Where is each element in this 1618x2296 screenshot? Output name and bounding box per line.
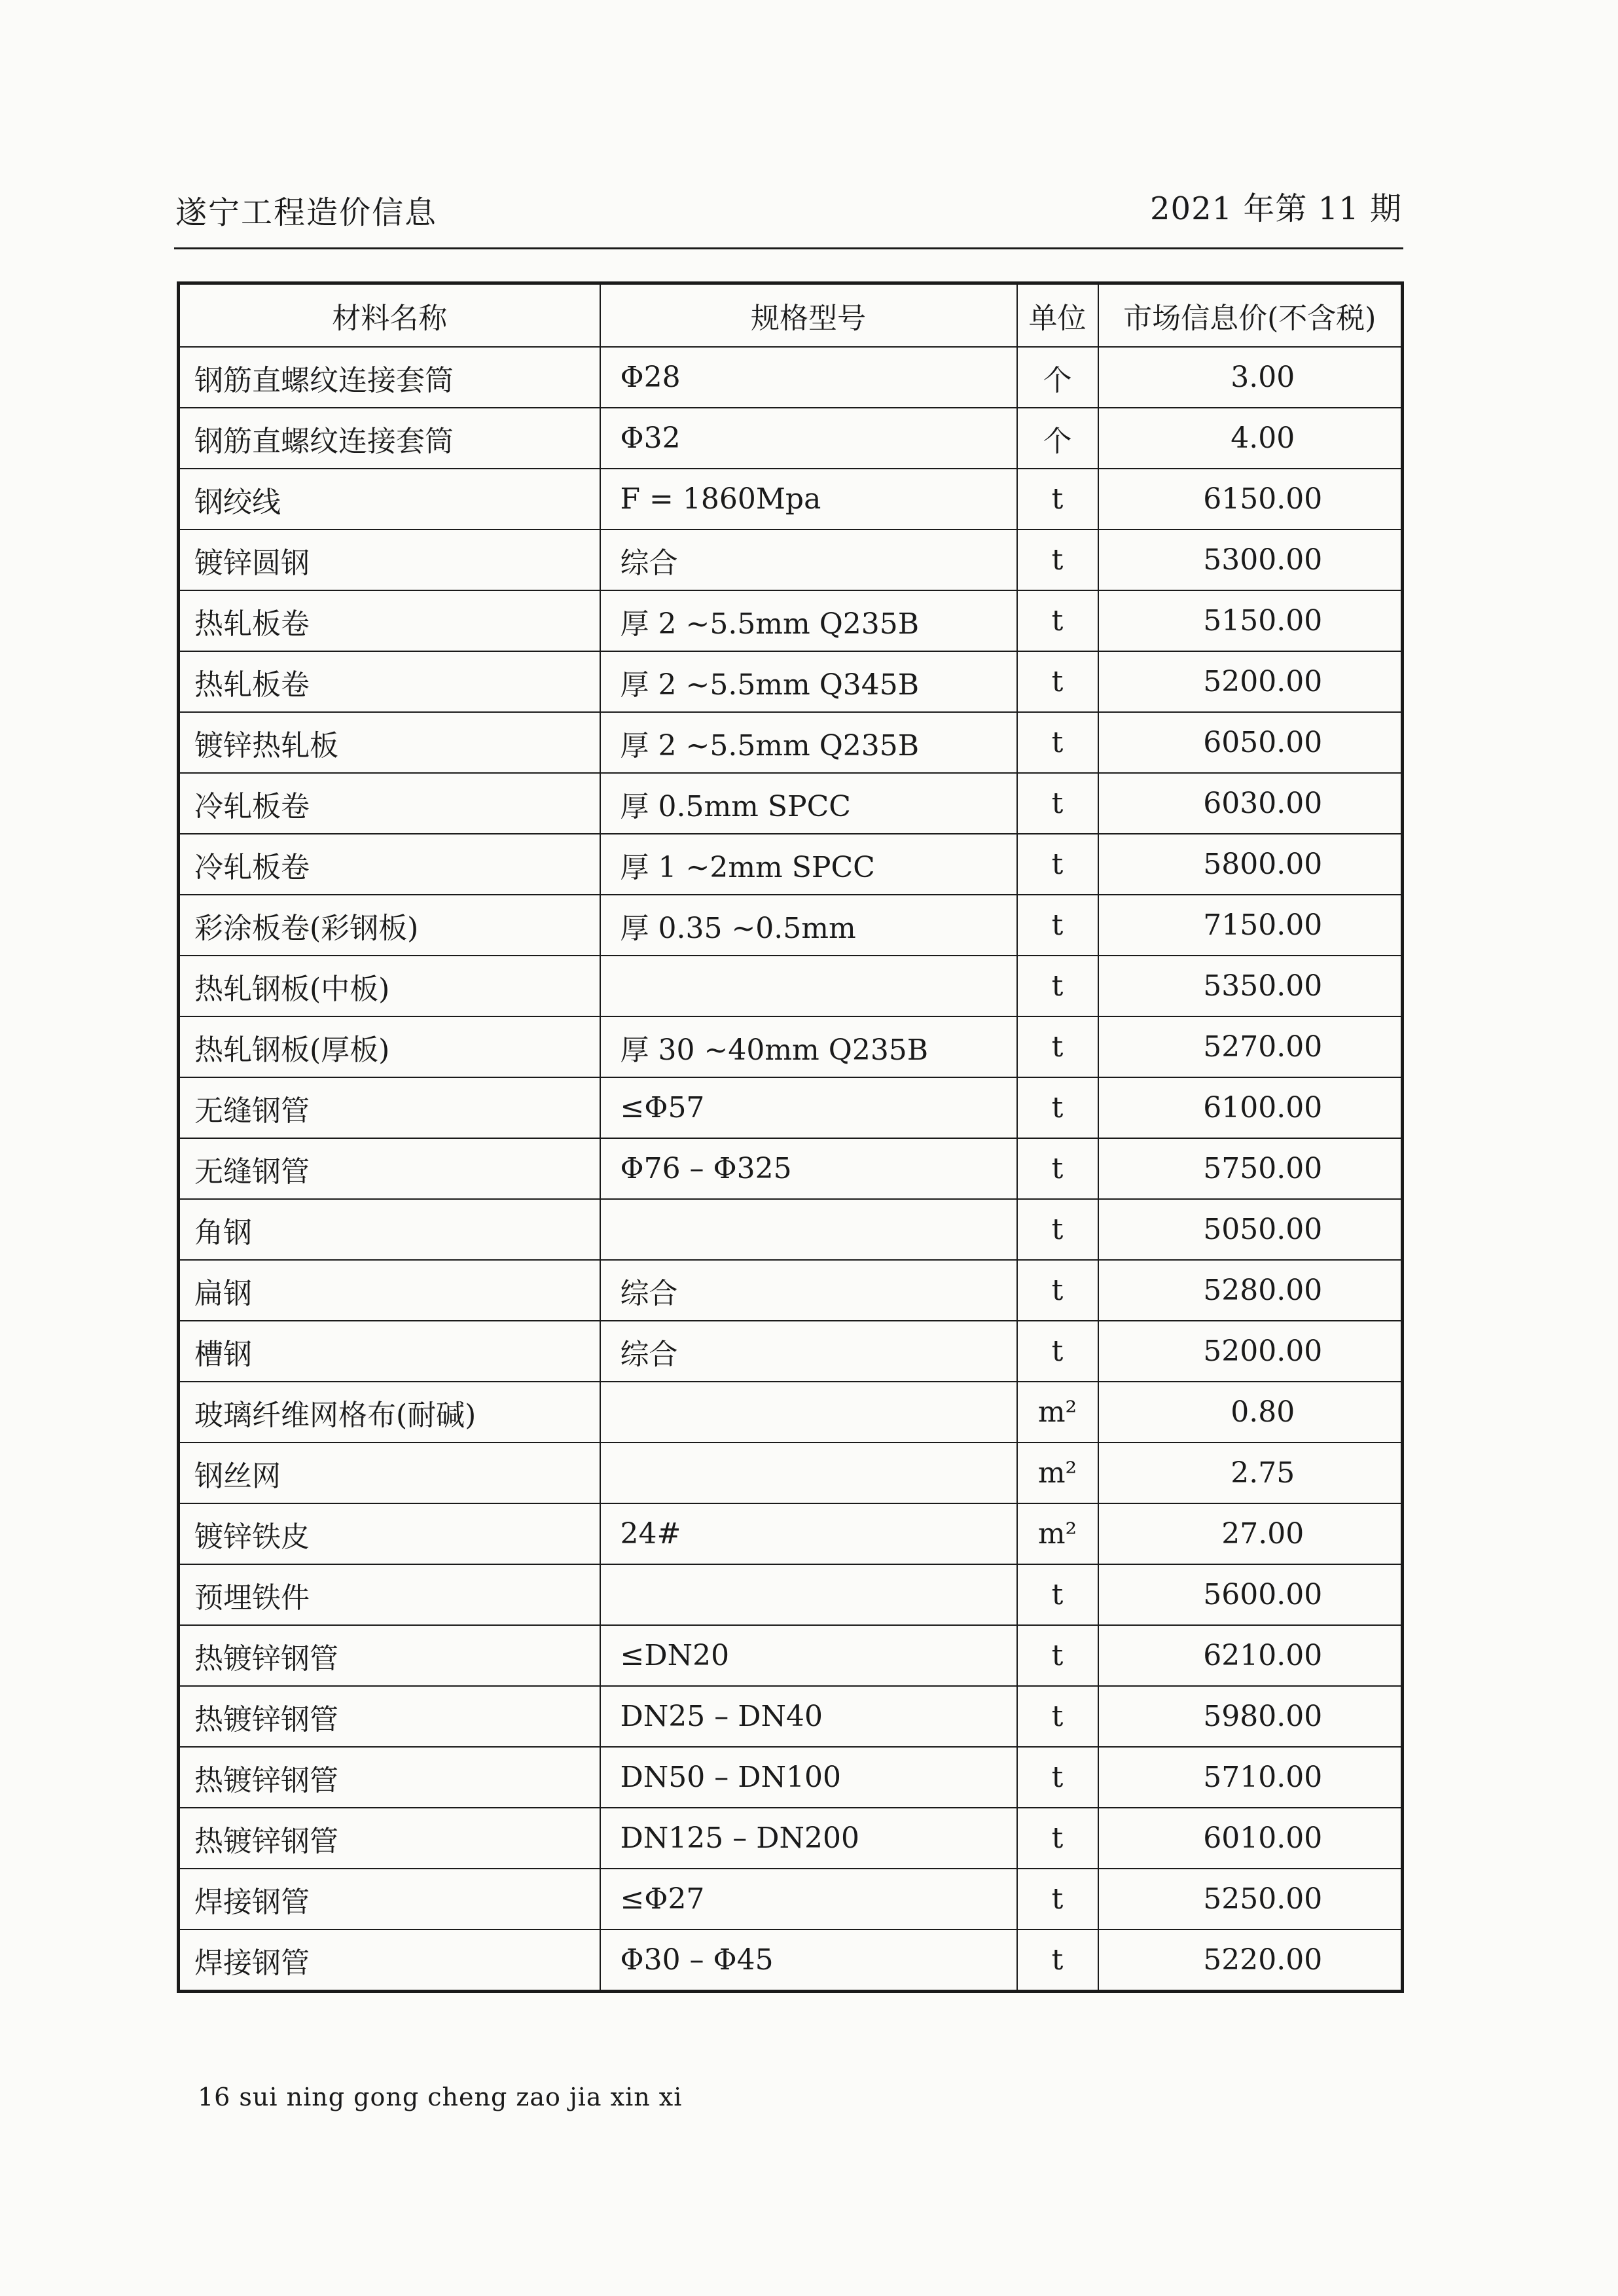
table-row xyxy=(179,347,1403,408)
table-row xyxy=(179,651,1403,712)
cell-spec: Φ32 xyxy=(600,408,1017,469)
table-row xyxy=(179,956,1403,1016)
cell-price: 5200.00 xyxy=(1098,651,1403,712)
cell-material-name: 镀锌铁皮 xyxy=(179,1503,600,1564)
cell-material-name: 玻璃纤维网格布(耐碱) xyxy=(179,1382,600,1443)
cell-price: 6030.00 xyxy=(1098,773,1403,834)
table-row xyxy=(179,773,1403,834)
cell-material-name: 冷轧板卷 xyxy=(179,773,600,834)
cell-unit: 个 xyxy=(1017,347,1098,408)
cell-spec: ≤Φ57 xyxy=(600,1077,1017,1138)
cell-material-name: 热镀锌钢管 xyxy=(179,1686,600,1747)
column-header-name: 材料名称 xyxy=(179,283,600,348)
cell-spec: Φ30 – Φ45 xyxy=(600,1929,1017,1992)
publication-title: 遂宁工程造价信息 xyxy=(175,194,438,231)
table-row xyxy=(179,1929,1403,1992)
table-row xyxy=(179,1564,1403,1625)
table-body xyxy=(179,347,1403,1992)
cell-unit: t xyxy=(1017,834,1098,895)
cell-spec: 厚 2 ~5.5mm Q235B xyxy=(600,590,1017,651)
table-row xyxy=(179,895,1403,956)
cell-spec: ≤Φ27 xyxy=(600,1869,1017,1929)
cell-material-name: 热镀锌钢管 xyxy=(179,1625,600,1686)
cell-unit: t xyxy=(1017,956,1098,1016)
cell-spec xyxy=(600,1443,1017,1503)
cell-price: 5270.00 xyxy=(1098,1016,1403,1077)
table-row xyxy=(179,1808,1403,1869)
cell-material-name: 焊接钢管 xyxy=(179,1869,600,1929)
cell-spec: DN50 – DN100 xyxy=(600,1747,1017,1808)
cell-material-name: 槽钢 xyxy=(179,1321,600,1382)
cell-price: 5600.00 xyxy=(1098,1564,1403,1625)
table-row xyxy=(179,1382,1403,1443)
issue-label: 2021 年第 11 期 xyxy=(1149,190,1402,227)
cell-spec: 厚 1 ~2mm SPCC xyxy=(600,834,1017,895)
cell-spec: 厚 0.35 ~0.5mm xyxy=(600,895,1017,956)
cell-material-name: 热镀锌钢管 xyxy=(179,1747,600,1808)
table-row xyxy=(179,1016,1403,1077)
column-header-unit: 单位 xyxy=(1017,283,1098,348)
cell-material-name: 钢绞线 xyxy=(179,469,600,529)
cell-unit: t xyxy=(1017,1321,1098,1382)
cell-material-name: 无缝钢管 xyxy=(179,1077,600,1138)
table-row xyxy=(179,1503,1403,1564)
cell-unit: t xyxy=(1017,469,1098,529)
cell-spec xyxy=(600,1382,1017,1443)
table-row xyxy=(179,1321,1403,1382)
cell-spec: 综合 xyxy=(600,1260,1017,1321)
cell-material-name: 钢筋直螺纹连接套筒 xyxy=(179,347,600,408)
column-header-spec: 规格型号 xyxy=(600,283,1017,348)
cell-material-name: 钢筋直螺纹连接套筒 xyxy=(179,408,600,469)
table-header-row xyxy=(179,283,1403,348)
header-divider xyxy=(174,247,1403,249)
table-row xyxy=(179,590,1403,651)
cell-price: 5750.00 xyxy=(1098,1138,1403,1199)
table-row xyxy=(179,1686,1403,1747)
cell-unit: t xyxy=(1017,773,1098,834)
table-row xyxy=(179,712,1403,773)
cell-spec xyxy=(600,1199,1017,1260)
cell-material-name: 钢丝网 xyxy=(179,1443,600,1503)
cell-price: 7150.00 xyxy=(1098,895,1403,956)
cell-unit: t xyxy=(1017,1260,1098,1321)
cell-unit: t xyxy=(1017,1747,1098,1808)
cell-spec: 综合 xyxy=(600,1321,1017,1382)
cell-material-name: 焊接钢管 xyxy=(179,1929,600,1992)
cell-price: 27.00 xyxy=(1098,1503,1403,1564)
table-row xyxy=(179,1138,1403,1199)
cell-material-name: 角钢 xyxy=(179,1199,600,1260)
cell-price: 5350.00 xyxy=(1098,956,1403,1016)
table-row xyxy=(179,469,1403,529)
cell-spec xyxy=(600,956,1017,1016)
cell-price: 3.00 xyxy=(1098,347,1403,408)
cell-unit: t xyxy=(1017,590,1098,651)
cell-price: 6050.00 xyxy=(1098,712,1403,773)
page-footer: 16 sui ning gong cheng zao jia xin xi xyxy=(198,2083,683,2111)
cell-unit: t xyxy=(1017,1077,1098,1138)
cell-unit: t xyxy=(1017,529,1098,590)
cell-price: 5980.00 xyxy=(1098,1686,1403,1747)
cell-price: 5220.00 xyxy=(1098,1929,1403,1992)
cell-material-name: 冷轧板卷 xyxy=(179,834,600,895)
cell-material-name: 热镀锌钢管 xyxy=(179,1808,600,1869)
cell-unit: t xyxy=(1017,651,1098,712)
table-row xyxy=(179,834,1403,895)
cell-unit: t xyxy=(1017,1138,1098,1199)
cell-spec: 厚 0.5mm SPCC xyxy=(600,773,1017,834)
cell-material-name: 预埋铁件 xyxy=(179,1564,600,1625)
cell-unit: t xyxy=(1017,1016,1098,1077)
cell-spec: F = 1860Mpa xyxy=(600,469,1017,529)
cell-unit: m² xyxy=(1017,1443,1098,1503)
cell-material-name: 无缝钢管 xyxy=(179,1138,600,1199)
cell-material-name: 热轧钢板(中板) xyxy=(179,956,600,1016)
cell-unit: m² xyxy=(1017,1382,1098,1443)
price-table xyxy=(177,281,1404,1993)
cell-unit: t xyxy=(1017,1929,1098,1992)
cell-unit: t xyxy=(1017,1869,1098,1929)
cell-price: 5800.00 xyxy=(1098,834,1403,895)
cell-unit: m² xyxy=(1017,1503,1098,1564)
cell-price: 6100.00 xyxy=(1098,1077,1403,1138)
cell-spec: DN25 – DN40 xyxy=(600,1686,1017,1747)
cell-spec: ≤DN20 xyxy=(600,1625,1017,1686)
table-row xyxy=(179,1625,1403,1686)
cell-price: 2.75 xyxy=(1098,1443,1403,1503)
cell-material-name: 镀锌热轧板 xyxy=(179,712,600,773)
cell-unit: t xyxy=(1017,1564,1098,1625)
cell-spec: 综合 xyxy=(600,529,1017,590)
cell-spec xyxy=(600,1564,1017,1625)
cell-spec: 厚 30 ~40mm Q235B xyxy=(600,1016,1017,1077)
cell-price: 6210.00 xyxy=(1098,1625,1403,1686)
cell-unit: t xyxy=(1017,1199,1098,1260)
cell-price: 5250.00 xyxy=(1098,1869,1403,1929)
table-row xyxy=(179,1077,1403,1138)
cell-unit: t xyxy=(1017,895,1098,956)
cell-unit: t xyxy=(1017,712,1098,773)
cell-price: 5710.00 xyxy=(1098,1747,1403,1808)
cell-material-name: 热轧钢板(厚板) xyxy=(179,1016,600,1077)
table-row xyxy=(179,1869,1403,1929)
cell-price: 5200.00 xyxy=(1098,1321,1403,1382)
cell-material-name: 热轧板卷 xyxy=(179,590,600,651)
cell-material-name: 彩涂板卷(彩钢板) xyxy=(179,895,600,956)
cell-spec: DN125 – DN200 xyxy=(600,1808,1017,1869)
cell-price: 5050.00 xyxy=(1098,1199,1403,1260)
cell-price: 6150.00 xyxy=(1098,469,1403,529)
cell-material-name: 扁钢 xyxy=(179,1260,600,1321)
table-row xyxy=(179,408,1403,469)
cell-unit: t xyxy=(1017,1808,1098,1869)
cell-price: 4.00 xyxy=(1098,408,1403,469)
cell-spec: 24# xyxy=(600,1503,1017,1564)
cell-material-name: 热轧板卷 xyxy=(179,651,600,712)
cell-price: 5280.00 xyxy=(1098,1260,1403,1321)
cell-unit: t xyxy=(1017,1686,1098,1747)
cell-price: 5300.00 xyxy=(1098,529,1403,590)
cell-unit: 个 xyxy=(1017,408,1098,469)
table-row xyxy=(179,1443,1403,1503)
table-row xyxy=(179,1260,1403,1321)
cell-price: 5150.00 xyxy=(1098,590,1403,651)
cell-spec: Φ28 xyxy=(600,347,1017,408)
cell-material-name: 镀锌圆钢 xyxy=(179,529,600,590)
cell-price: 0.80 xyxy=(1098,1382,1403,1443)
table-row xyxy=(179,1747,1403,1808)
cell-spec: Φ76 – Φ325 xyxy=(600,1138,1017,1199)
cell-spec: 厚 2 ~5.5mm Q235B xyxy=(600,712,1017,773)
cell-price: 6010.00 xyxy=(1098,1808,1403,1869)
table-row xyxy=(179,529,1403,590)
cell-unit: t xyxy=(1017,1625,1098,1686)
table-row xyxy=(179,1199,1403,1260)
column-header-price: 市场信息价(不含税) xyxy=(1098,283,1403,348)
cell-spec: 厚 2 ~5.5mm Q345B xyxy=(600,651,1017,712)
